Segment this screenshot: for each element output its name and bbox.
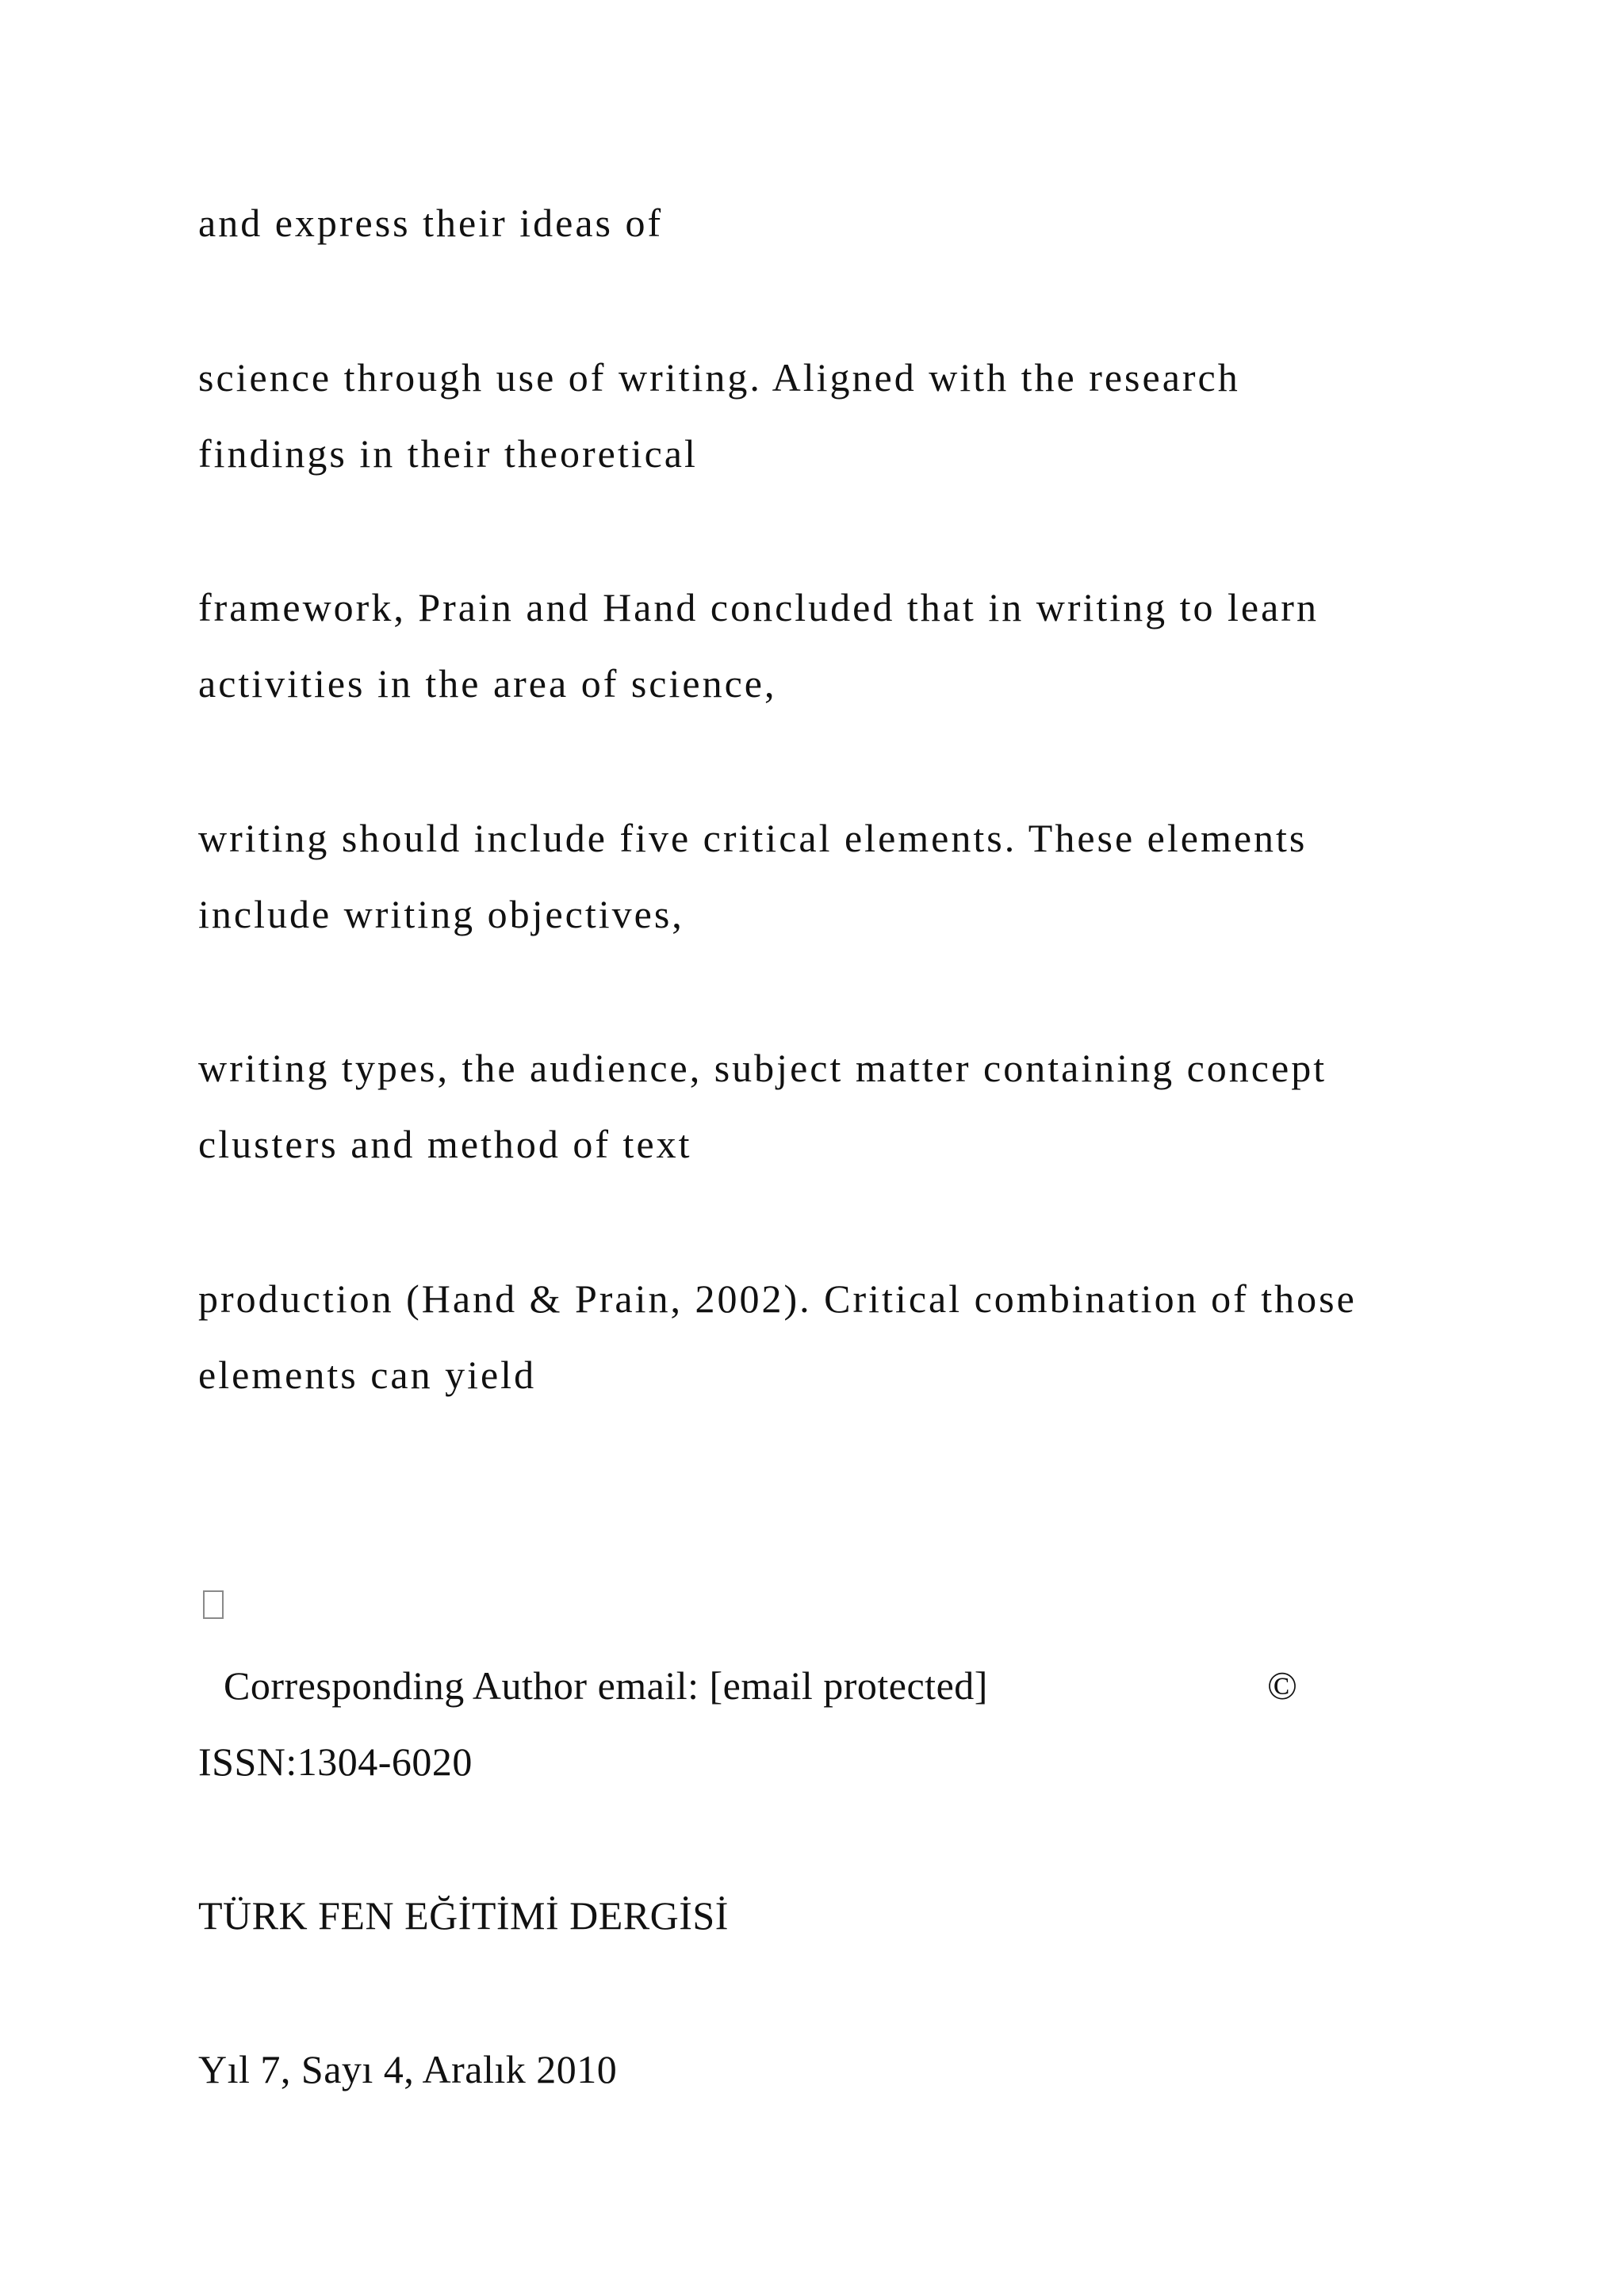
copyright-symbol: ©: [1267, 1663, 1297, 1708]
journal-name: TÜRK FEN EĞİTİMİ DERGİSİ: [198, 1893, 729, 1938]
body-line: writing types, the audience, subject matter containing concept: [198, 1046, 1327, 1090]
body-line: clusters and method of text: [198, 1122, 692, 1166]
body-line: elements can yield: [198, 1353, 537, 1397]
body-line: production (Hand & Prain, 2002). Critical combination of those: [198, 1276, 1357, 1321]
missing-glyph-icon: [203, 1590, 224, 1619]
issn-line: ISSN:1304-6020: [198, 1739, 473, 1784]
body-line: framework, Prain and Hand concluded that in writing to learn: [198, 585, 1319, 629]
body-line: activities in the area of science,: [198, 661, 777, 706]
journal-issue: Yıl 7, Sayı 4, Aralık 2010: [198, 2047, 618, 2091]
body-line: writing should include five critical elements. These elements: [198, 816, 1308, 860]
body-line: include writing objectives,: [198, 892, 684, 936]
body-line: science through use of writing. Aligned with the research: [198, 355, 1240, 400]
body-line: and express their ideas of: [198, 201, 664, 245]
body-line: findings in their theoretical: [198, 431, 698, 476]
corresponding-author-line: Corresponding Author email: [email protected]: [224, 1663, 988, 1708]
